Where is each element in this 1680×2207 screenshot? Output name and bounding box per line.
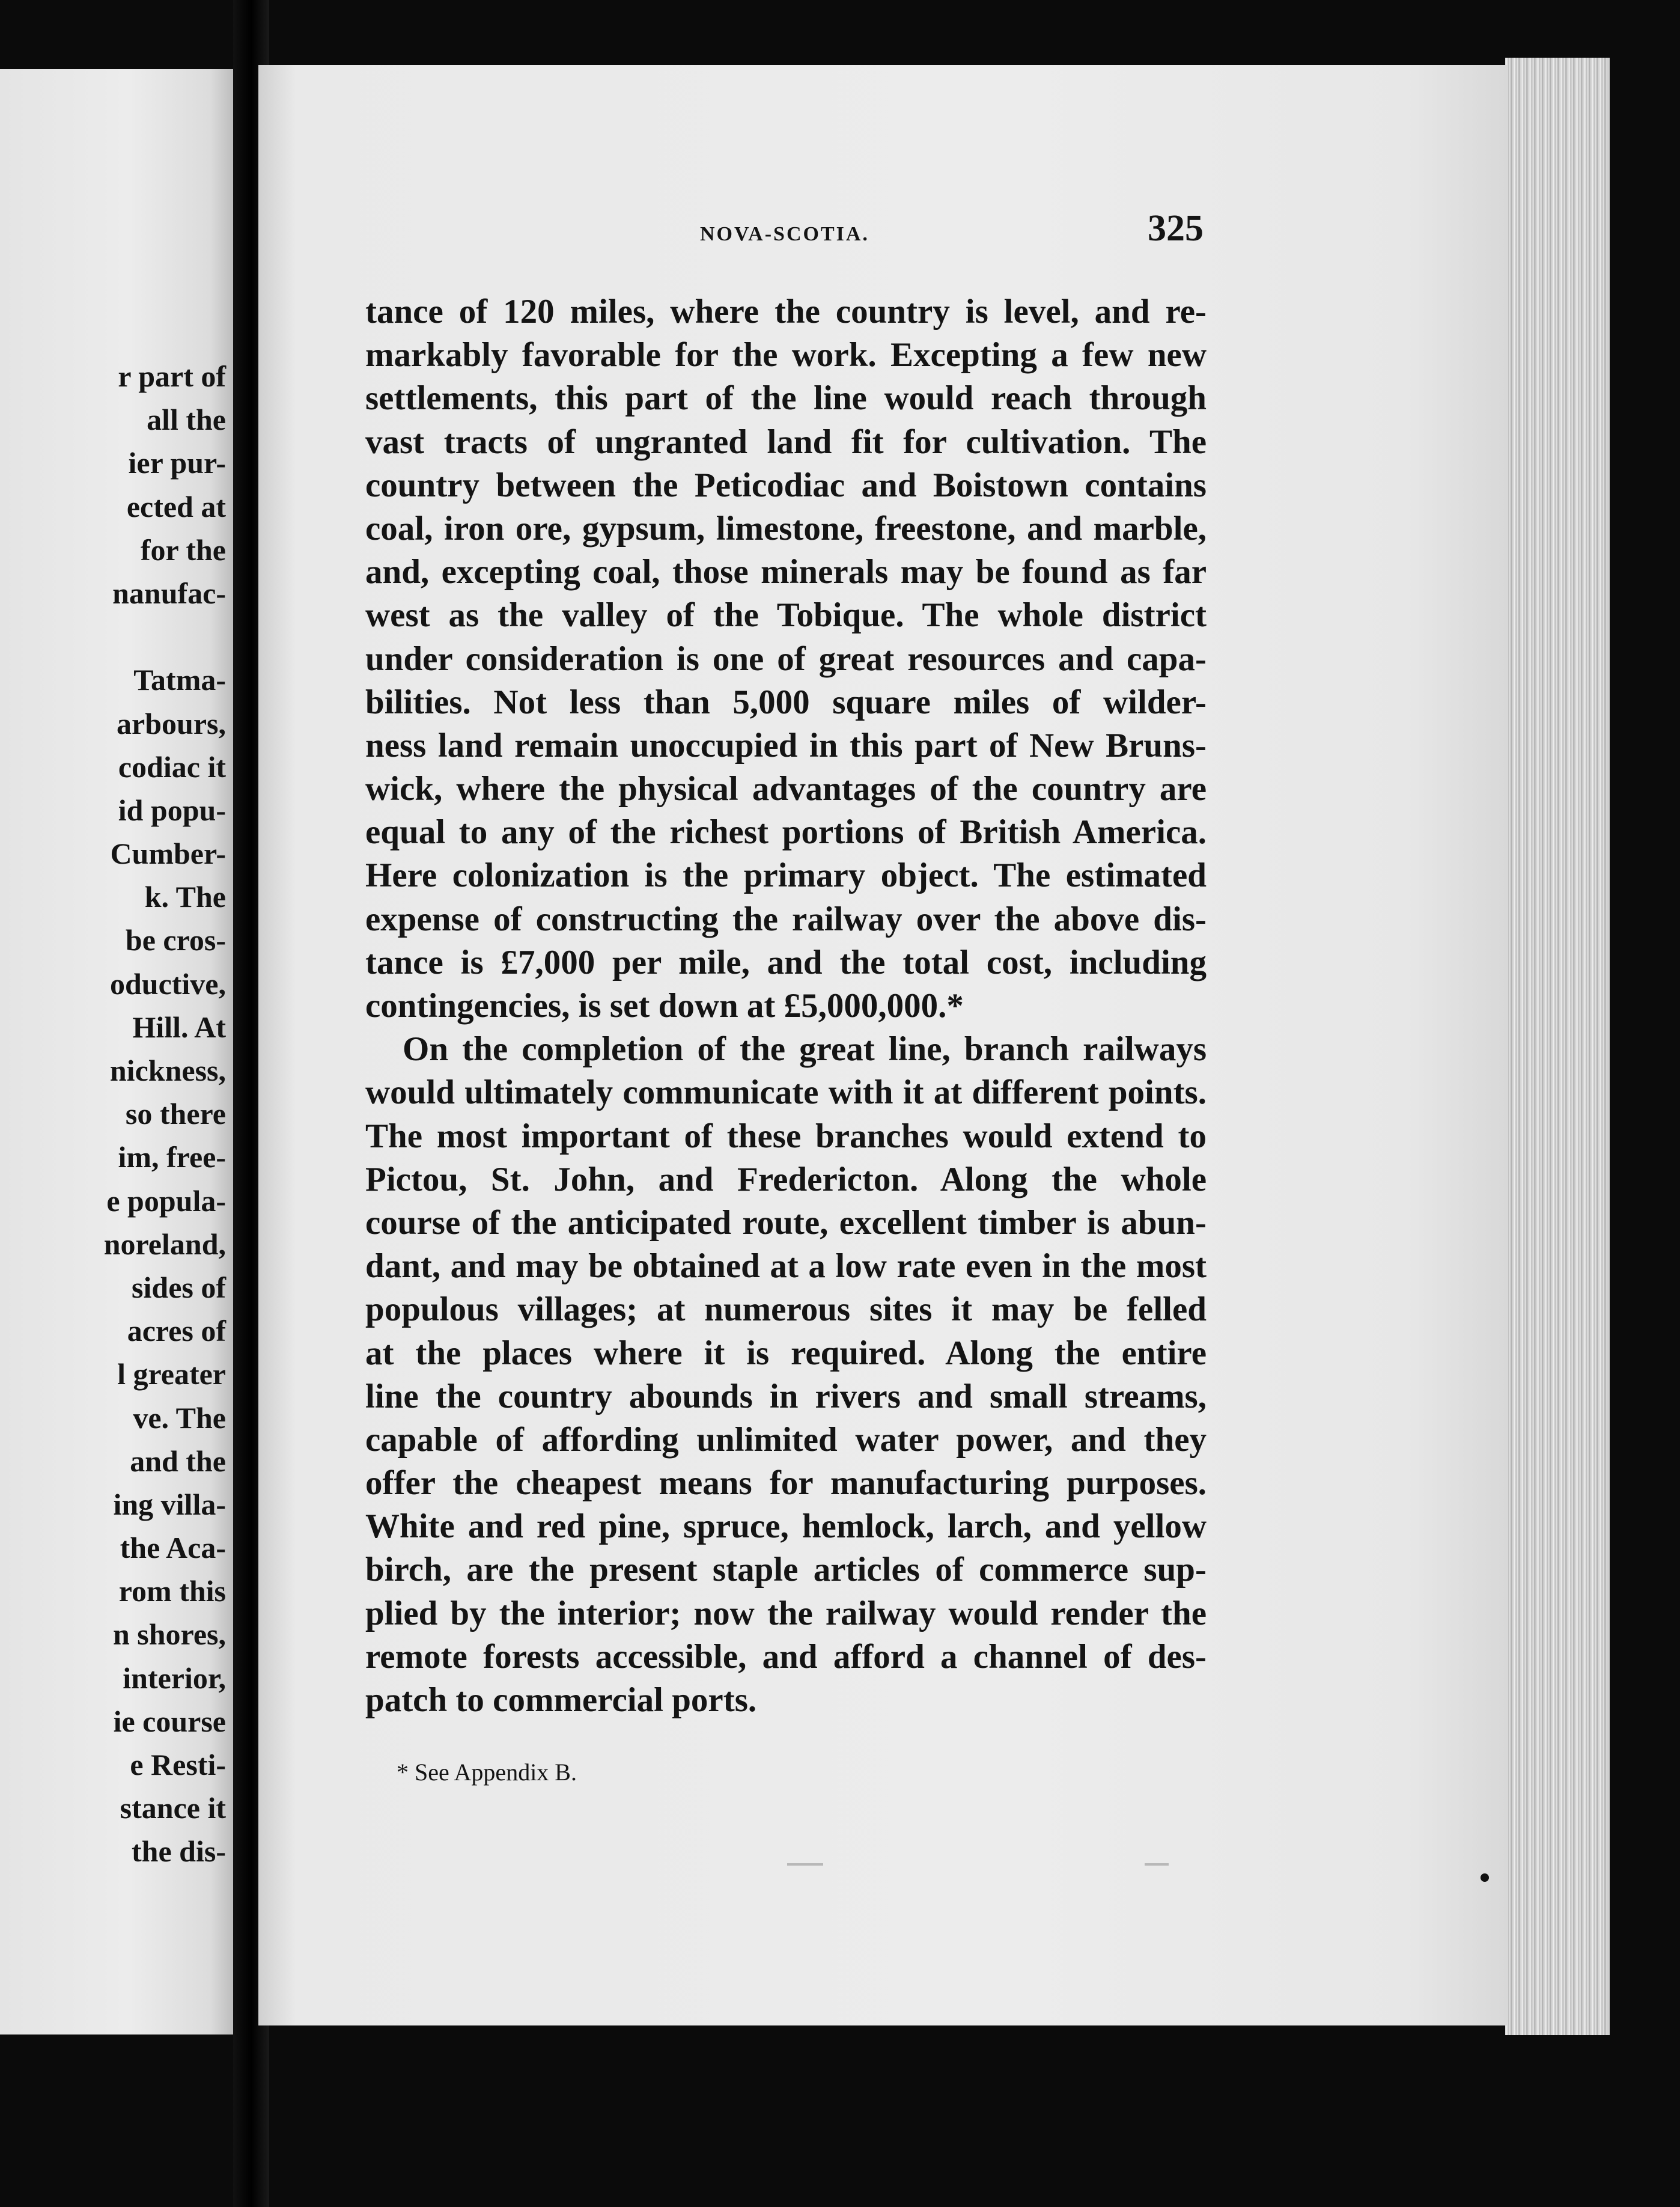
left-page-line: Cumber-: [110, 837, 226, 871]
page-header: [258, 207, 1508, 255]
left-page-line: r part of: [118, 359, 226, 393]
text-line: coal, iron ore, gypsum, limestone, freestone, and marble,: [365, 509, 1207, 548]
text-line: contingencies, is set down at £5,000,000.*: [365, 987, 964, 1025]
text-line: Pictou, St. John, and Fredericton. Along the whole: [365, 1160, 1207, 1198]
left-page-line: e Resti-: [130, 1748, 226, 1781]
text-line: bilities. Not less than 5,000 square miles of wilder-: [365, 683, 1207, 721]
text-line: tance is £7,000 per mile, and the total cost, including: [365, 943, 1207, 981]
running-title: NOVA-SCOTIA.: [700, 223, 869, 245]
text-line: country between the Peticodiac and Boistown contains: [365, 466, 1207, 504]
left-page-line: the dis-: [132, 1834, 226, 1869]
left-page-line: e popula-: [106, 1183, 226, 1218]
footnote: * See Appendix B.: [397, 1759, 577, 1786]
left-page-line: ected at: [126, 489, 226, 524]
text-line: settlements, this part of the line would reach through: [365, 379, 1207, 418]
main-body-text: [365, 290, 1207, 1722]
left-page-line: Hill. At: [132, 1010, 226, 1044]
left-page-line: for the: [140, 533, 226, 567]
page-edges: [1505, 58, 1610, 2035]
text-line: populous villages; at numerous sites it may be felled: [365, 1290, 1207, 1329]
text-line: markably favorable for the work. Excepting a few new: [365, 336, 1207, 374]
left-page-line: ier pur-: [128, 446, 226, 480]
text-line: line the country abounds in rivers and small streams,: [365, 1377, 1207, 1415]
left-page-line: acres of: [127, 1314, 226, 1348]
text-line: On the completion of the great line, branch railways: [403, 1030, 1207, 1069]
text-line: expense of constructing the railway over the above dis-: [365, 900, 1207, 938]
left-facing-page: [0, 69, 233, 2035]
left-page-line: codiac it: [118, 749, 226, 784]
left-page-line: arbours,: [117, 706, 226, 740]
left-page-line: so there: [125, 1097, 226, 1131]
text-line: birch, are the present staple articles of commerce sup-: [365, 1551, 1207, 1589]
text-line: vast tracts of ungranted land fit for cultivation. The: [365, 423, 1207, 461]
text-line: course of the anticipated route, excellent timber is abun-: [365, 1203, 1207, 1242]
text-line: The most important of these branches would extend to: [365, 1117, 1207, 1155]
page-number: 325: [1148, 208, 1204, 249]
text-line: under consideration is one of great resources and capa-: [365, 640, 1207, 678]
left-page-line: be cros-: [125, 923, 226, 957]
text-line: would ultimately communicate with it at different points.: [365, 1073, 1207, 1112]
text-line: ness land remain unoccupied in this part of New Bruns-: [365, 726, 1207, 765]
left-page-line: oductive,: [109, 966, 226, 1001]
text-line: at the places where it is required. Along the entire: [365, 1334, 1207, 1372]
left-page-line: all the: [147, 403, 226, 437]
left-page-line: the Aca-: [120, 1531, 226, 1565]
left-page-line: nanufac-: [112, 576, 226, 610]
left-page-line: ve. The: [133, 1400, 226, 1435]
text-line: tance of 120 miles, where the country is level, and re-: [365, 293, 1207, 331]
text-line: wick, where the physical advantages of the country are: [365, 770, 1207, 808]
left-page-text: [104, 355, 226, 1873]
left-page-line: and the: [130, 1444, 226, 1478]
left-page-line: interior,: [123, 1661, 226, 1695]
text-line: patch to commercial ports.: [365, 1681, 757, 1719]
text-line: dant, and may be obtained at a low rate even in the most: [365, 1247, 1207, 1286]
left-page-line: im, free-: [118, 1140, 226, 1174]
left-page-line: nickness,: [109, 1054, 226, 1087]
text-line: west as the valley of the Tobique. The whole district: [365, 596, 1207, 635]
text-line: White and red pine, spruce, hemlock, larch, and yellow: [365, 1507, 1207, 1546]
left-page-line: noreland,: [103, 1227, 226, 1261]
text-line: plied by the interior; now the railway would render the: [365, 1594, 1207, 1632]
print-smudge: [787, 1863, 823, 1866]
text-line: remote forests accessible, and afford a channel of des-: [365, 1637, 1207, 1676]
ink-dot: [1481, 1873, 1489, 1882]
left-page-line: id popu-: [118, 793, 226, 827]
text-line: and, excepting coal, those minerals may be found as far: [365, 553, 1207, 591]
text-line: capable of affording unlimited water power, and they: [365, 1420, 1207, 1459]
print-smudge: [1145, 1863, 1169, 1866]
left-page-line: ie course: [113, 1704, 226, 1738]
left-page-line: k. The: [144, 880, 226, 914]
left-page-line: ing villa-: [113, 1487, 226, 1521]
text-line: equal to any of the richest portions of British America.: [365, 813, 1207, 852]
left-page-line: rom this: [118, 1574, 226, 1608]
left-page-line: n shores,: [112, 1617, 226, 1652]
left-page-line: l greater: [117, 1357, 226, 1391]
text-line: Here colonization is the primary object. The estimated: [365, 856, 1207, 895]
left-page-line: stance it: [120, 1791, 226, 1825]
left-page-line: Tatma-: [133, 663, 226, 697]
left-page-line: [104, 615, 226, 658]
text-line: offer the cheapest means for manufacturing purposes.: [365, 1464, 1207, 1503]
left-page-line: sides of: [132, 1270, 226, 1304]
